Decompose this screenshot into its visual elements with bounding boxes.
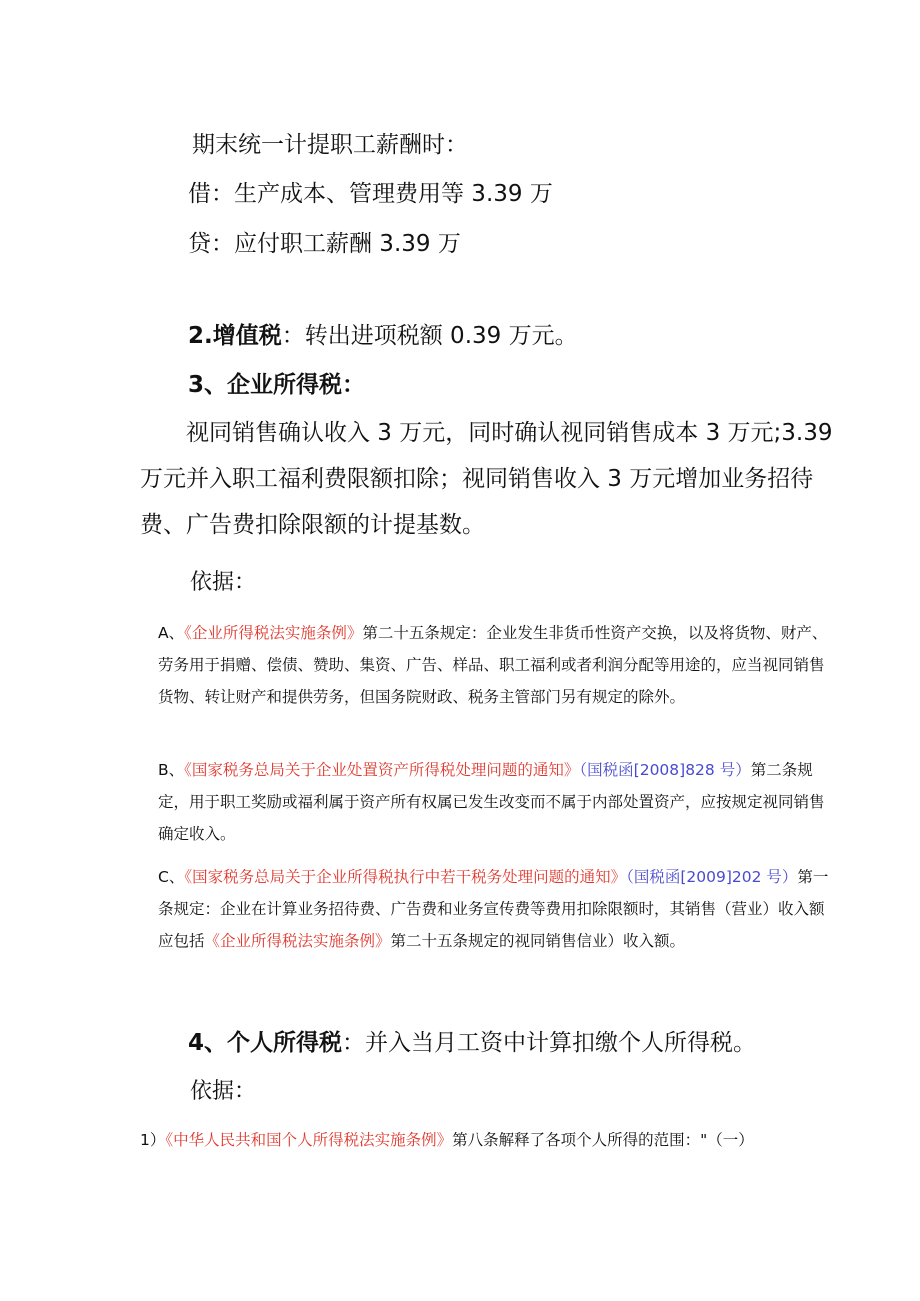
vat-line <box>188 317 578 350</box>
vat-colon: ： <box>281 323 305 349</box>
cit-body-text: 视同销售确认收入 3 万元，同时确认视同销售成本 3 万元;3.39 万元并入职工福利费限额扣除；视同销售收入 3 万元增加业务招待费、广告费扣除限额的计提基数。 <box>140 420 833 538</box>
vat-number: 2. <box>188 323 213 349</box>
iit-item-1-text: 第八条解释了各项个人所得的范围："（一） <box>452 1131 754 1149</box>
basis-item-b <box>158 754 838 850</box>
item-c-text2: 第二十五条规定的视同销售信业）收入额。 <box>390 932 686 950</box>
item-b-law: 《国家税务总局关于企业处置资产所得税处理问题的通知》 <box>184 761 580 779</box>
iit-item-1 <box>140 1128 754 1150</box>
item-c-law2: 《企业所得税法实施条例》 <box>204 932 391 950</box>
accrual-heading: 期末统一计提职工薪酬时： <box>192 132 468 158</box>
credit-entry: 贷：应付职工薪酬 3.39 万 <box>188 231 461 257</box>
debit-entry: 借：生产成本、管理费用等 3.39 万 <box>188 181 553 207</box>
cit-basis-label: 依据： <box>190 570 257 595</box>
cit-body-indent <box>140 420 186 446</box>
iit-colon: ： <box>342 1030 366 1056</box>
iit-title: 4、个人所得税 <box>188 1030 343 1056</box>
cit-heading: 3、企业所得税： <box>188 372 366 398</box>
iit-basis-label: 依据： <box>190 1079 257 1104</box>
iit-text: 并入当月工资中计算扣缴个人所得税。 <box>365 1030 757 1056</box>
basis-item-c <box>158 861 838 957</box>
item-a-text: 第二十五条规定：企业发生非货币性资产交换，以及将货物、财产、劳务用于捐赠、偿债、赞助、集资、广告、样品、职工福利或者利润分配等用途的，应当视同销售货物、转让财产和提供劳务，但国务院财政、税务主管部门另有规定的除外。 <box>158 624 828 706</box>
item-b-prefix: B、 <box>158 761 185 779</box>
item-c-prefix: C、 <box>158 868 185 886</box>
vat-text: 转出进项税额 0.39 万元。 <box>304 323 578 349</box>
iit-line <box>188 1024 756 1057</box>
basis-item-a <box>158 617 838 713</box>
item-b-doc: （国税函[2008]828 号） <box>579 761 751 779</box>
vat-title: 增值税 <box>212 323 282 349</box>
item-a-law: 《企业所得税法实施条例》 <box>184 624 363 642</box>
item-c-text1: 第一条规定：企业在计算业务招待费、广告费和业务宣传费等费用扣除限额时，其销售（营业）收入额应包括 <box>158 868 829 950</box>
iit-item-1-law: 《中华人民共和国个人所得税法实施条例》 <box>165 1131 453 1149</box>
item-a-prefix: A、 <box>158 624 185 642</box>
cit-body <box>140 410 840 548</box>
item-b-text: 第二条规定，用于职工奖励或福利属于资产所有权属已发生改变而不属于内部处置资产，应按规定视同销售确定收入。 <box>158 761 825 843</box>
iit-item-1-prefix: 1） <box>140 1131 166 1149</box>
item-c-law: 《国家税务总局关于企业所得税执行中若干税务处理问题的通知》 <box>184 868 627 886</box>
item-c-doc: （国税函[2009]202 号） <box>626 868 798 886</box>
